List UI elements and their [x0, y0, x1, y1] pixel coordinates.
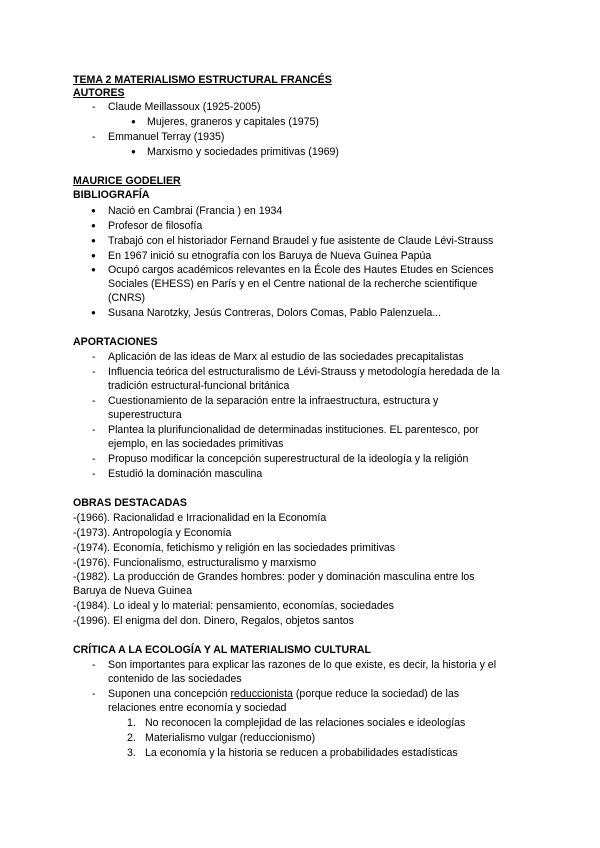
obra-item: -(1973). Antropología y Economía — [73, 527, 232, 539]
bullet-icon: ● — [131, 117, 136, 126]
critica-heading: CRÍTICA A LA ECOLOGÍA Y AL MATERIALISMO CULTURAL — [73, 644, 371, 656]
author-work: Marxismo y sociedades primitivas (1969) — [147, 146, 339, 158]
bibliografia-item: Susana Narotzky, Jesús Contreras, Dolors Comas, Pablo Palenzuela... — [108, 307, 442, 319]
aportacion-item-cont: superestructura — [108, 409, 182, 421]
numbered-item: La economía y la historia se reducen a probabilidades estadísticas — [145, 747, 458, 759]
dash-marker: - — [92, 659, 96, 671]
bullet-icon: ● — [91, 206, 96, 215]
dash-marker: - — [92, 688, 96, 700]
bibliografia-item: Ocupó cargos académicos relevantes en la École des Hautes Etudes en Sciences — [108, 264, 494, 276]
numbered-item: Materialismo vulgar (reduccionismo) — [145, 732, 316, 744]
numbered-marker: 3. — [127, 747, 136, 759]
critica-item-text: (porque reduce la sociedad) de las — [292, 688, 460, 700]
bullet-icon: ● — [91, 251, 96, 260]
bibliografia-heading: BIBLIOGRAFÍA — [73, 189, 150, 201]
aportacion-item: Estudió la dominación masculina — [108, 468, 263, 480]
obra-item: -(1974). Economía, fetichismo y religión en las sociedades primitivas — [73, 542, 396, 554]
obra-item: -(1966). Racionalidad e Irracionalidad en la Economía — [73, 512, 327, 524]
autores-heading: AUTORES — [73, 87, 125, 99]
dash-marker: - — [92, 131, 96, 143]
dash-marker: - — [92, 424, 96, 436]
bullet-icon: ● — [91, 236, 96, 245]
obras-heading: OBRAS DESTACADAS — [73, 497, 187, 509]
bullet-icon: ● — [91, 308, 96, 317]
dash-marker: - — [92, 468, 96, 480]
obra-item: -(1982). La producción de Grandes hombres: poder y dominación masculina entre los — [73, 571, 475, 583]
numbered-item: No reconocen la complejidad de las relaciones sociales e ideologías — [145, 717, 466, 729]
bullet-icon: ● — [91, 221, 96, 230]
critica-item-text: Suponen una concepción — [108, 688, 231, 700]
author-name: Emmanuel Terray (1935) — [108, 131, 225, 143]
bullet-icon: ● — [131, 147, 136, 156]
critica-item-underlined: reduccionista — [230, 688, 293, 700]
author-name: Claude Meillassoux (1925-2005) — [108, 101, 261, 113]
obra-item: -(1984). Lo ideal y lo material: pensamiento, economías, sociedades — [73, 600, 394, 612]
bibliografia-item: En 1967 inició su etnografía con los Baruya de Nueva Guinea Papúa — [108, 250, 432, 262]
obra-item: -(1996). El enigma del don. Dinero, Regalos, objetos santos — [73, 615, 354, 627]
numbered-marker: 1. — [127, 717, 136, 729]
dash-marker: - — [92, 101, 96, 113]
aportaciones-heading: APORTACIONES — [73, 336, 158, 348]
aportacion-item-cont: tradición estructural-funcional británica — [108, 380, 290, 392]
obra-item: -(1976). Funcionalismo, estructuralismo y marxismo — [73, 557, 317, 569]
bullet-icon: ● — [91, 265, 96, 274]
aportacion-item: Plantea la plurifuncionalidad de determinadas instituciones. EL parentesco, por — [108, 424, 479, 436]
dash-marker: - — [92, 453, 96, 465]
numbered-marker: 2. — [127, 732, 136, 744]
dash-marker: - — [92, 366, 96, 378]
critica-item-cont: relaciones entre economía y sociedad — [108, 702, 287, 714]
aportacion-item: Influencia teórica del estructuralismo de Lévi-Strauss y metodología heredada de la — [108, 366, 500, 378]
aportacion-item: Aplicación de las ideas de Marx al estudio de las sociedades precapitalistas — [108, 351, 464, 363]
bibliografia-item-cont: Sociales (EHESS) en París y en el Centre national de la recherche scientifique — [108, 278, 478, 290]
bibliografia-item: Trabajó con el historiador Fernand Braudel y fue asistente de Claude Lévi-Strauss — [108, 235, 494, 247]
critica-item — [108, 687, 459, 701]
author-work: Mujeres, graneros y capitales (1975) — [147, 116, 319, 128]
bibliografia-item: Nació en Cambrai (Francia ) en 1934 — [108, 205, 283, 217]
bibliografia-item: Profesor de filosofía — [108, 220, 203, 232]
obra-item-cont: Baruya de Nueva Guinea — [73, 585, 192, 597]
bibliografia-item-cont: (CNRS) — [108, 292, 146, 304]
godelier-heading: MAURICE GODELIER — [73, 175, 181, 187]
aportacion-item: Cuestionamiento de la separación entre la infraestructura, estructura y — [108, 395, 439, 407]
critica-item: Son importantes para explicar las razones de lo que existe, es decir, la historia y el — [108, 659, 497, 671]
aportacion-item-cont: ejemplo, en las sociedades primitivas — [108, 438, 284, 450]
critica-item-cont: contenido de las sociedades — [108, 673, 242, 685]
dash-marker: - — [92, 395, 96, 407]
dash-marker: - — [92, 351, 96, 363]
document-title: TEMA 2 MATERIALISMO ESTRUCTURAL FRANCÉS — [73, 74, 332, 86]
aportacion-item: Propuso modificar la concepción superestructural de la ideología y la religión — [108, 453, 469, 465]
